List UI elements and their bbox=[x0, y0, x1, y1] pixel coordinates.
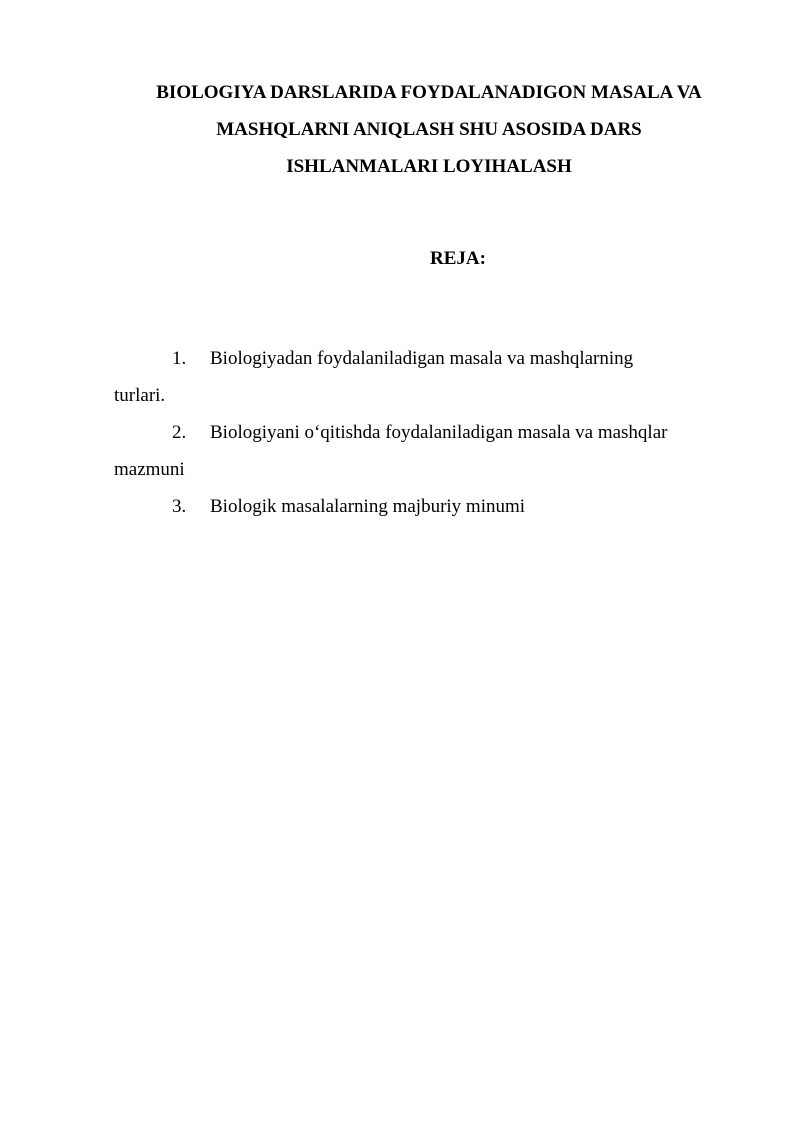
plan-item-text: Biologiyadan foydalaniladigan masala va mashqlarning bbox=[210, 348, 634, 369]
plan-list bbox=[114, 340, 734, 525]
document-title bbox=[96, 74, 762, 185]
plan-item-1 bbox=[114, 340, 734, 414]
plan-item-line bbox=[114, 340, 734, 377]
plan-item-continuation: turlari. bbox=[114, 385, 166, 406]
plan-item-number: 2. bbox=[172, 422, 187, 443]
plan-item-line bbox=[114, 488, 734, 525]
plan-item-continuation: mazmuni bbox=[114, 459, 185, 480]
plan-item-number: 3. bbox=[172, 496, 187, 517]
title-line-2: MASHQLARNI ANIQLASH SHU ASOSIDA DARS bbox=[216, 119, 642, 140]
title-line-3: ISHLANMALARI LOYIHALASH bbox=[286, 156, 572, 177]
plan-item-2 bbox=[114, 414, 734, 488]
plan-item-text: Biologiyani o‘qitishda foydalaniladigan masala va mashqlar bbox=[210, 422, 668, 443]
plan-heading: REJA: bbox=[430, 248, 486, 269]
plan-item-number: 1. bbox=[172, 348, 187, 369]
plan-item-text: Biologik masalalarning majburiy minumi bbox=[210, 496, 526, 517]
title-line-1: BIOLOGIYA DARSLARIDA FOYDALANADIGON MASALA VA bbox=[156, 82, 702, 103]
plan-item-3 bbox=[114, 488, 734, 525]
plan-item-line bbox=[114, 414, 734, 451]
